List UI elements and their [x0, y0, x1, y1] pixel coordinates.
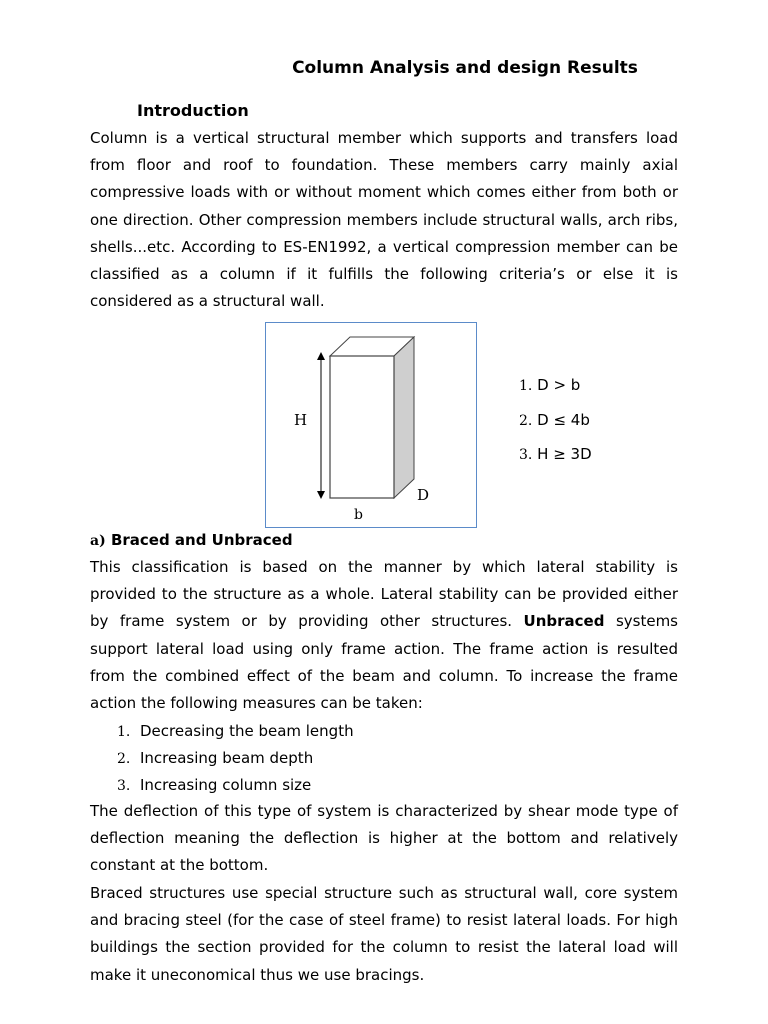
list-number: 1.	[117, 724, 131, 740]
section-letter: a)	[90, 533, 106, 549]
column-figure	[265, 322, 477, 528]
list-text: Decreasing the beam length	[140, 722, 354, 740]
column-side-face	[394, 337, 414, 498]
braced-text: Braced structures use special structure such as structural wall, core system and bracing steel (for the case of steel frame) to resist lateral loads. For high buildings the section provided for the column to resist the lateral load will make it uneconomical thus we use bracings.	[90, 884, 678, 984]
criteria-text: D ≤ 4b	[537, 411, 590, 429]
criteria-text: H ≥ 3D	[537, 445, 592, 463]
list-item	[117, 722, 354, 740]
list-number: 2.	[117, 751, 131, 767]
braced-paragraph	[90, 880, 678, 989]
criteria-text: D > b	[537, 376, 581, 394]
section-title: Braced and Unbraced	[110, 531, 293, 549]
classification-text-2: systems support lateral load using only frame action. The frame action is resulted from the combined effect of the beam and column. To increase the frame action the following measures can be taken:	[90, 612, 678, 713]
label-d: D	[417, 486, 430, 504]
introduction-paragraph	[90, 125, 678, 315]
deflection-text: The deflection of this type of system is characterized by shear mode type of deflection meaning the deflection is higher at the bottom and relatively constant at the bottom.	[90, 802, 678, 875]
list-text: Increasing column size	[140, 776, 312, 794]
section-a-heading	[90, 531, 293, 549]
classification-text-1: This classification is based on the manner by which lateral stability is provided to the structure as a whole. Lateral stability can be provided either by frame system or by providing other structures.	[90, 558, 678, 631]
column-diagram	[266, 323, 476, 527]
list-item	[117, 749, 313, 767]
deflection-paragraph	[90, 798, 678, 880]
criteria-number: 2.	[519, 413, 533, 429]
criteria-item	[519, 376, 580, 394]
criteria-number: 1.	[519, 378, 533, 394]
criteria-item	[519, 411, 590, 429]
list-number: 3.	[117, 778, 131, 794]
column-front-face	[330, 356, 394, 498]
list-item	[117, 776, 311, 794]
introduction-text: Column is a vertical structural member which supports and transfers load from floor and roof to foundation. These members carry mainly axial compressive loads with or without moment which comes either from both or one direction. Other compression members include structural walls, arch ribs, shells...etc. According to ES-EN1992, a vertical compression member can be classified as a column if it fulfills the following criteria’s or else it is considered as a structural wall.	[90, 129, 678, 311]
introduction-heading: Introduction	[137, 101, 249, 120]
list-text: Increasing beam depth	[140, 749, 314, 767]
page-title: Column Analysis and design Results	[292, 58, 638, 78]
criteria-item	[519, 445, 592, 463]
unbraced-term: Unbraced	[523, 612, 605, 631]
label-b: b	[354, 507, 363, 523]
criteria-number: 3.	[519, 447, 533, 463]
label-h: H	[294, 411, 308, 429]
height-arrow-top	[317, 352, 325, 360]
height-arrow-bottom	[317, 491, 325, 499]
classification-paragraph	[90, 554, 678, 717]
